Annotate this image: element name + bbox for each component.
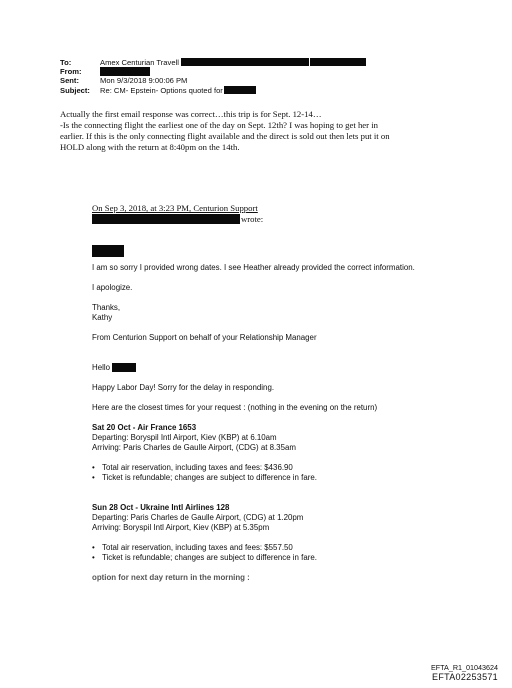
from-label: From: [60, 67, 82, 77]
redaction-box [181, 58, 309, 66]
redaction-box [92, 214, 240, 224]
flight-details-list [92, 463, 492, 483]
labor-day-line: Happy Labor Day! Sorry for the delay in responding. [92, 383, 275, 392]
subject-value: Re: CM- Epstein- Options quoted for [100, 85, 223, 95]
flight-refund-note: • Ticket is refundable; changes are subject to difference in fare. [92, 473, 492, 483]
flight-option-1 [92, 423, 492, 483]
sent-label: Sent: [60, 76, 79, 86]
redaction-box [310, 58, 366, 66]
flight-departing: Departing: Paris Charles de Gaulle Airport, (CDG) at 1.20pm [92, 513, 304, 522]
flight-price: • Total air reservation, including taxes and fees: $436.90 [92, 463, 492, 473]
subject-label: Subject: [60, 85, 90, 95]
quote-on-line: On Sep 3, 2018, at 3:23 PM, Centurion Support [92, 203, 258, 213]
quote-wrote: wrote: [241, 214, 264, 224]
sent-row [60, 76, 366, 85]
hello-text: Hello [92, 363, 110, 372]
signature-name: Kathy [92, 313, 113, 322]
flight-option-2 [92, 503, 492, 563]
flight-price: • Total air reservation, including taxes and fees: $557.50 [92, 543, 492, 553]
bates-id-2: EFTA02253571 [432, 672, 498, 682]
flight-title: Sat 20 Oct - Air France 1653 [92, 423, 197, 432]
flight-arriving: Arriving: Paris Charles de Gaulle Airport, (CDG) at 8.35am [92, 443, 296, 452]
closest-times-line: Here are the closest times for your request : (nothing in the evening on the return) [92, 403, 378, 412]
hello-line [92, 363, 492, 373]
next-day-option-line: option for next day return in the morning : [92, 573, 250, 582]
quote-wrote-row [92, 214, 292, 224]
redaction-box [224, 86, 256, 94]
body-line: earlier. If this is the only connecting flight available and the direct is sold out then lets put it on [60, 131, 390, 141]
flight-refund-note: • Ticket is refundable; changes are subject to difference in fare. [92, 553, 492, 563]
from-row [60, 67, 366, 76]
body-line: HOLD along with the return at 8:40pm on the 14th. [60, 142, 240, 152]
subject-row [60, 86, 366, 95]
quoted-message [92, 245, 492, 583]
body-line: Actually the first email response was correct…this trip is for Sept. 12-14… [60, 109, 322, 119]
body-line: -Is the connecting flight the earliest one of the day on Sept. 12th? I was hoping to get her in [60, 120, 378, 130]
email-body [60, 109, 460, 153]
to-value: Amex Centurian Travell [100, 58, 179, 67]
bates-id-1: EFTA_R1_01043624 [431, 663, 498, 672]
flight-details-list [92, 543, 492, 563]
quoted-attribution [92, 203, 292, 224]
sorry-line: I am so sorry I provided wrong dates. I see Heather already provided the correct information. [92, 263, 415, 272]
flight-title: Sun 28 Oct - Ukraine Intl Airlines 128 [92, 503, 230, 512]
apologize-line: I apologize. [92, 283, 133, 292]
redaction-box [100, 67, 150, 76]
to-label: To: [60, 58, 72, 67]
to-row [60, 58, 366, 67]
thanks-line: Thanks, [92, 303, 121, 312]
document-footer [431, 663, 498, 683]
email-header [60, 58, 366, 95]
flight-departing: Departing: Boryspil Intl Airport, Kiev (KBP) at 6.10am [92, 433, 277, 442]
sent-value: Mon 9/3/2018 9:00:06 PM [100, 76, 188, 86]
flight-arriving: Arriving: Boryspil Intl Airport, Kiev (KBP) at 5.35pm [92, 523, 270, 532]
redaction-box [112, 363, 136, 372]
redaction-box [92, 245, 124, 257]
from-centurion-line: From Centurion Support on behalf of your Relationship Manager [92, 333, 317, 342]
